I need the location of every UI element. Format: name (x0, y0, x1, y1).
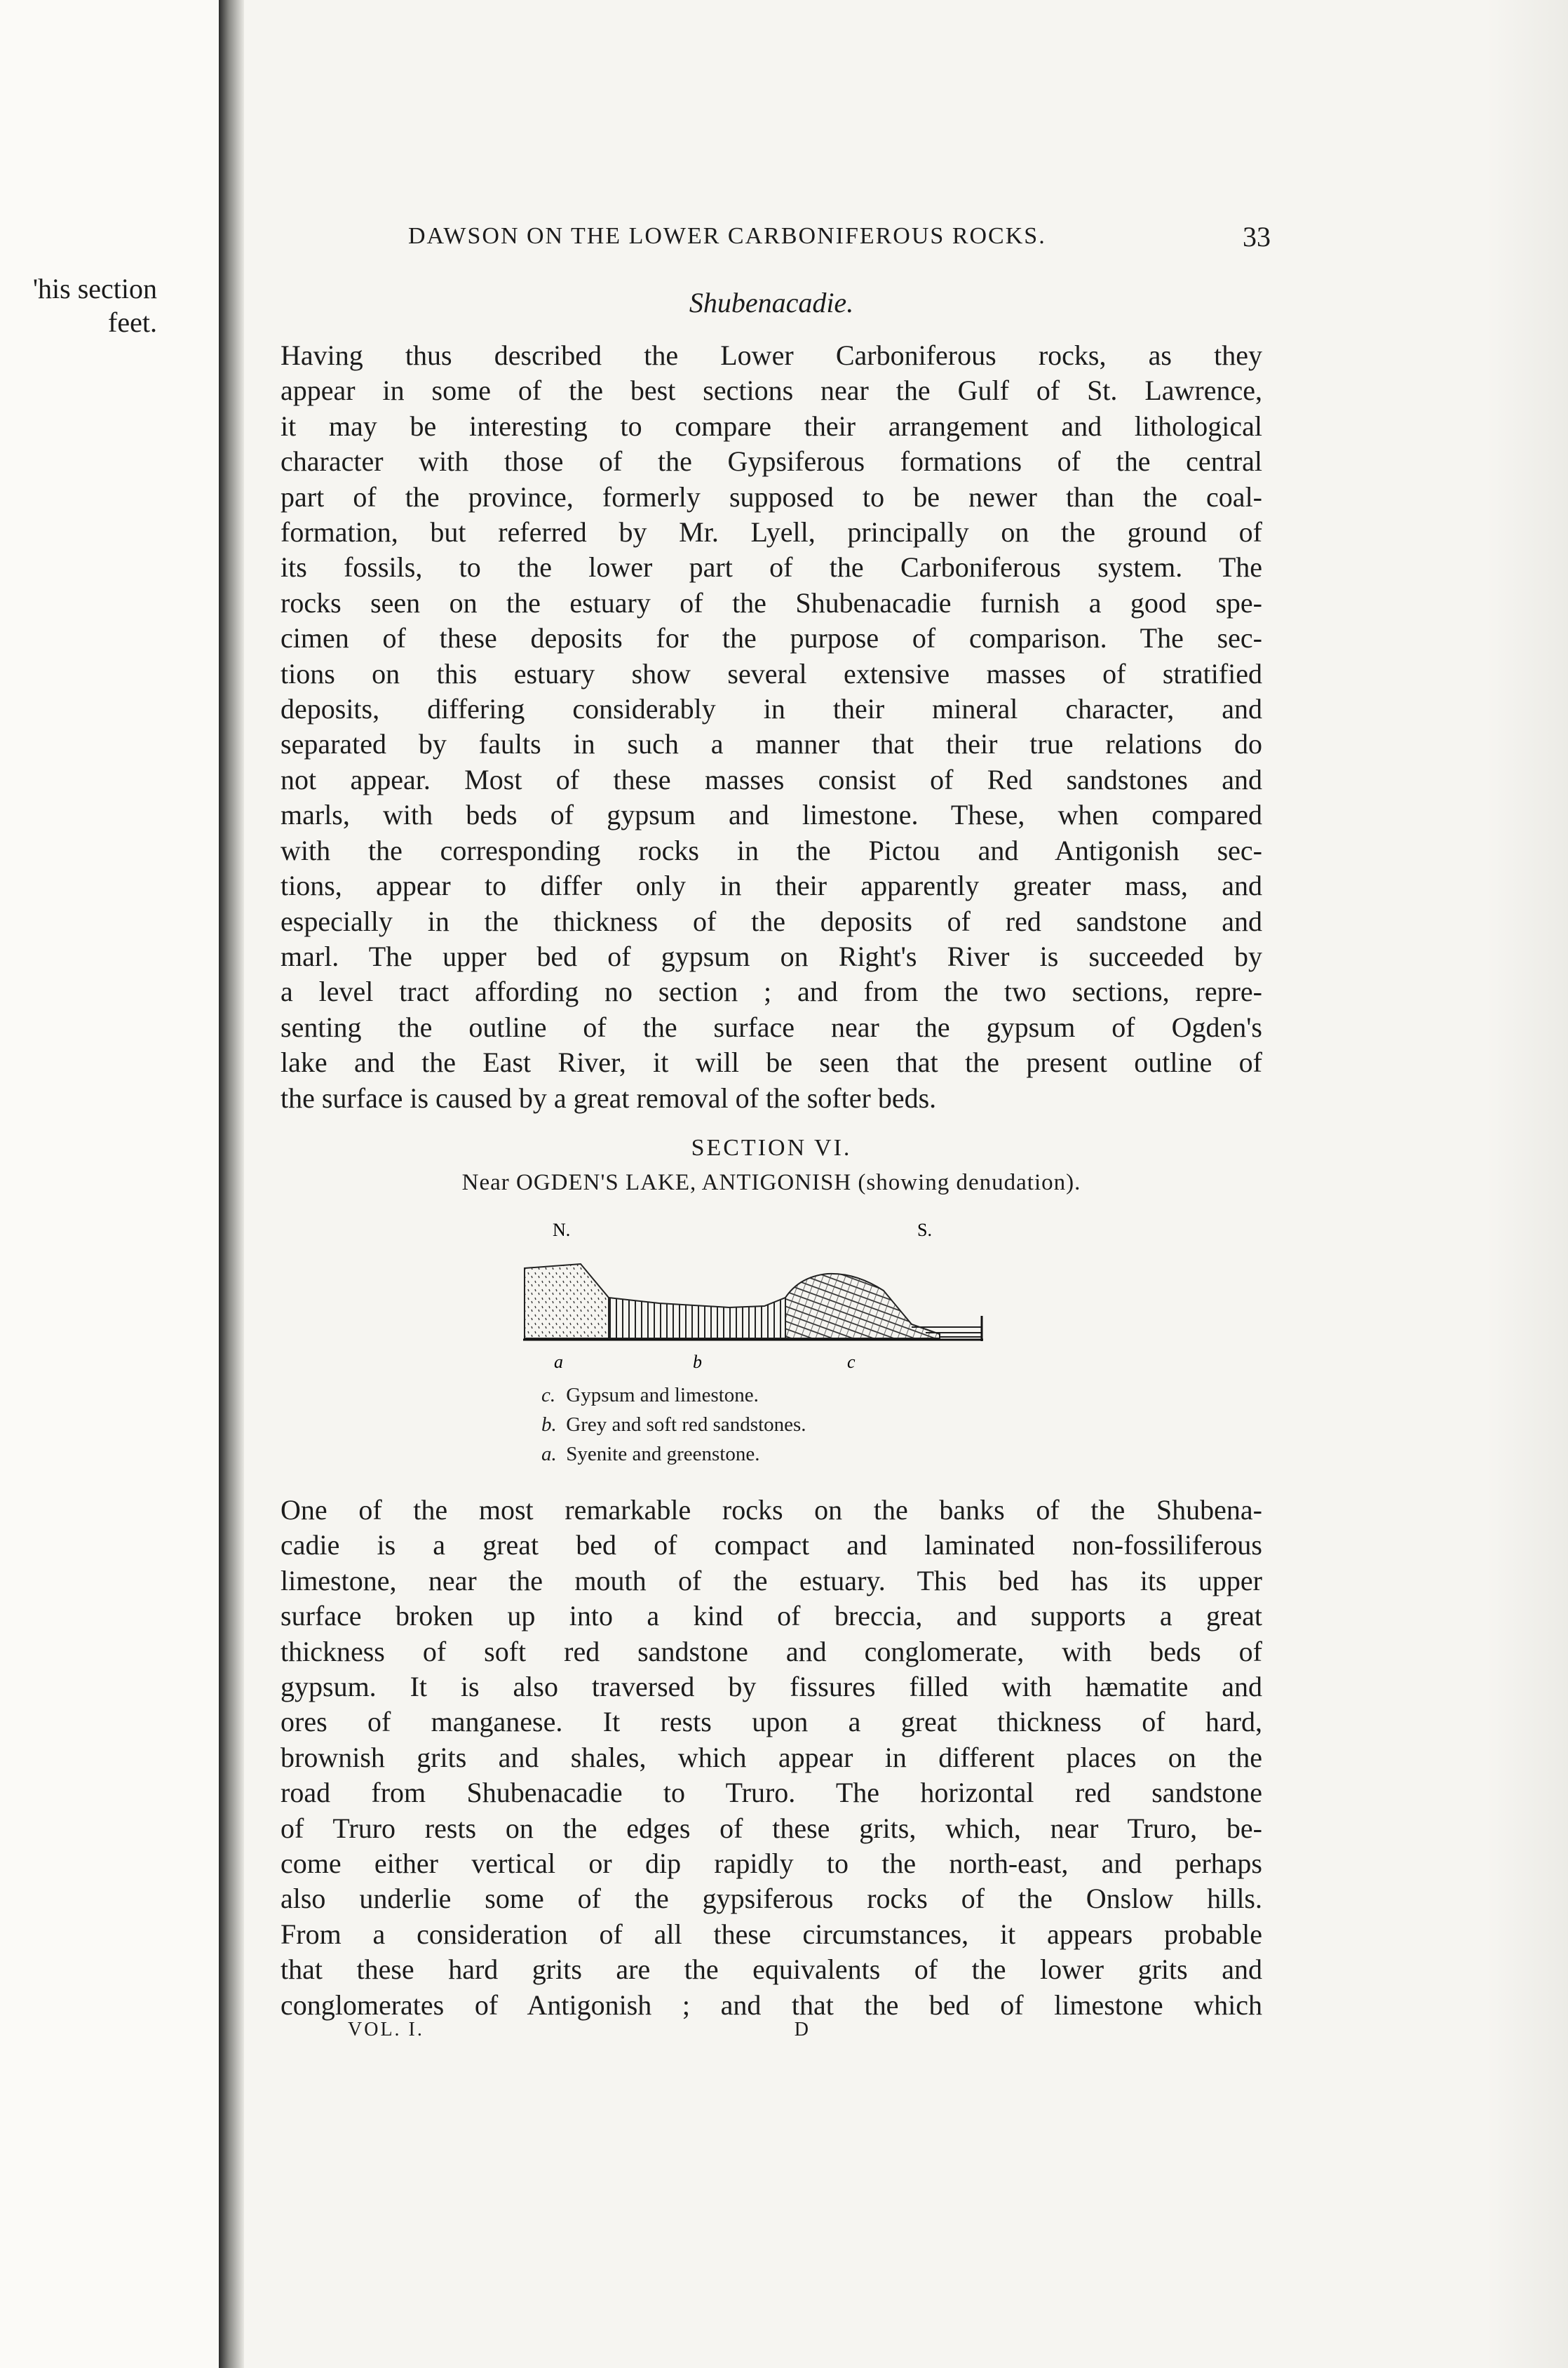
figure-section-heading: SECTION VI. (691, 1135, 852, 1161)
text-line: lake and the East River, it will be seen that the present outline of (281, 1047, 1262, 1079)
figure-legend (541, 1380, 806, 1469)
text-line: part of the province, formerly supposed to be newer than the coal- (281, 480, 1262, 513)
legend-item-a (541, 1439, 806, 1469)
paragraph-1 (281, 338, 1262, 1116)
text-line: limestone, near the mouth of the estuary. This bed has its upper (281, 1564, 1262, 1596)
text-line: with the corresponding rocks in the Pictou and Antigonish sec- (281, 834, 1262, 866)
layer-b-sandstones (609, 1298, 785, 1338)
text-line: appear in some of the best sections near the Gulf of St. Lawrence, (281, 375, 1262, 407)
text-line: cadie is a great bed of compact and laminated non-fossiliferous (281, 1529, 1262, 1561)
legend-key: c. (541, 1384, 556, 1406)
legend-text: Syenite and greenstone. (566, 1443, 760, 1465)
layer-c-gypsum (785, 1274, 940, 1338)
text-line: separated by faults in such a manner that their true relations do (281, 728, 1262, 760)
text-line: its fossils, to the lower part of the Carboniferous system. The (281, 551, 1262, 584)
text-line: it may be interesting to compare their arrangement and lithological (281, 410, 1262, 442)
text-line: tions on this estuary show several extensive masses of stratified (281, 657, 1262, 689)
label-a: a (554, 1352, 563, 1372)
text-line: thickness of soft red sandstone and conglomerate, with beds of (281, 1635, 1262, 1667)
text-line: marls, with beds of gypsum and limestone. These, when compared (281, 799, 1262, 831)
volume-label: VOL. I. (348, 2019, 424, 2040)
legend-text: Gypsum and limestone. (566, 1384, 759, 1406)
text-line: One of the most remarkable rocks on the banks of the Shubena- (281, 1494, 1262, 1526)
text-line: gypsum. It is also traversed by fissures filled with hæmatite and (281, 1671, 1262, 1703)
label-south: S. (917, 1220, 932, 1240)
legend-key: a. (541, 1443, 557, 1465)
layer-a-syenite (525, 1264, 609, 1338)
legend-text: Grey and soft red sandstones. (566, 1413, 806, 1436)
text-line: senting the outline of the surface near the gypsum of Ogden's (281, 1011, 1262, 1043)
running-header (408, 223, 1271, 258)
signature-mark: D (794, 2019, 811, 2040)
text-line: not appear. Most of these masses consist of Red sandstones and (281, 763, 1262, 795)
text-line: also underlie some of the gypsiferous rocks of the Onslow hills. (281, 1883, 1262, 1915)
legend-item-b (541, 1410, 806, 1439)
text-line: surface broken up into a kind of breccia, and supports a great (281, 1600, 1262, 1632)
left-page-line: feet. (108, 307, 157, 338)
text-line: brownish grits and shales, which appear in different places on the (281, 1741, 1262, 1773)
text-line: come either vertical or dip rapidly to the north-east, and perhaps (281, 1848, 1262, 1880)
text-line: a level tract affording no section ; and from the two sections, repre- (281, 976, 1262, 1008)
label-north: N. (553, 1220, 571, 1240)
text-line: of Truro rests on the edges of these grits, which, near Truro, be- (281, 1812, 1262, 1844)
legend-key: b. (541, 1413, 557, 1436)
figure-caption: Near OGDEN'S LAKE, ANTIGONISH (showing denudation). (461, 1170, 1081, 1195)
legend-item-c (541, 1380, 806, 1410)
page-number: 33 (1243, 221, 1271, 253)
section-diagram (519, 1220, 996, 1375)
text-line: ores of manganese. It rests upon a great thickness of hard, (281, 1706, 1262, 1738)
paragraph-2 (281, 1493, 1262, 2023)
running-head: DAWSON ON THE LOWER CARBONIFEROUS ROCKS. (408, 223, 1046, 249)
text-line: character with those of the Gypsiferous formations of the central (281, 445, 1262, 478)
text-line: formation, but referred by Mr. Lyell, principally on the ground of (281, 516, 1262, 549)
text-line: that these hard grits are the equivalents of the lower grits and (281, 1953, 1262, 1986)
text-line: conglomerates of Antigonish ; and that the bed of limestone which (281, 1989, 1262, 2021)
text-line: especially in the thickness of the deposits of red sandstone and (281, 905, 1262, 937)
text-line: rocks seen on the estuary of the Shubenacadie furnish a good spe- (281, 586, 1262, 619)
text-line: road from Shubenacadie to Truro. The horizontal red sandstone (281, 1777, 1262, 1809)
text-line: tions, appear to differ only in their apparently greater mass, and (281, 870, 1262, 902)
geological-section-figure (519, 1220, 996, 1375)
text-line: Having thus described the Lower Carboniferous rocks, as they (281, 339, 1262, 371)
text-line: deposits, differing considerably in their mineral character, and (281, 693, 1262, 725)
label-c: c (847, 1352, 856, 1372)
page-gutter (219, 0, 244, 2368)
left-page-line: 'his section (32, 273, 157, 304)
label-b: b (693, 1352, 702, 1372)
left-page-fragment (0, 0, 224, 2368)
text-line: cimen of these deposits for the purpose of comparison. The sec- (281, 622, 1262, 654)
text-line: marl. The upper bed of gypsum on Right's River is succeeded by (281, 940, 1262, 972)
section-title: Shubenacadie. (689, 287, 854, 318)
page-edge (1487, 0, 1568, 2368)
text-line: the surface is caused by a great removal of the softer beds. (281, 1082, 937, 1114)
text-line: From a consideration of all these circumstances, it appears probable (281, 1918, 1262, 1950)
